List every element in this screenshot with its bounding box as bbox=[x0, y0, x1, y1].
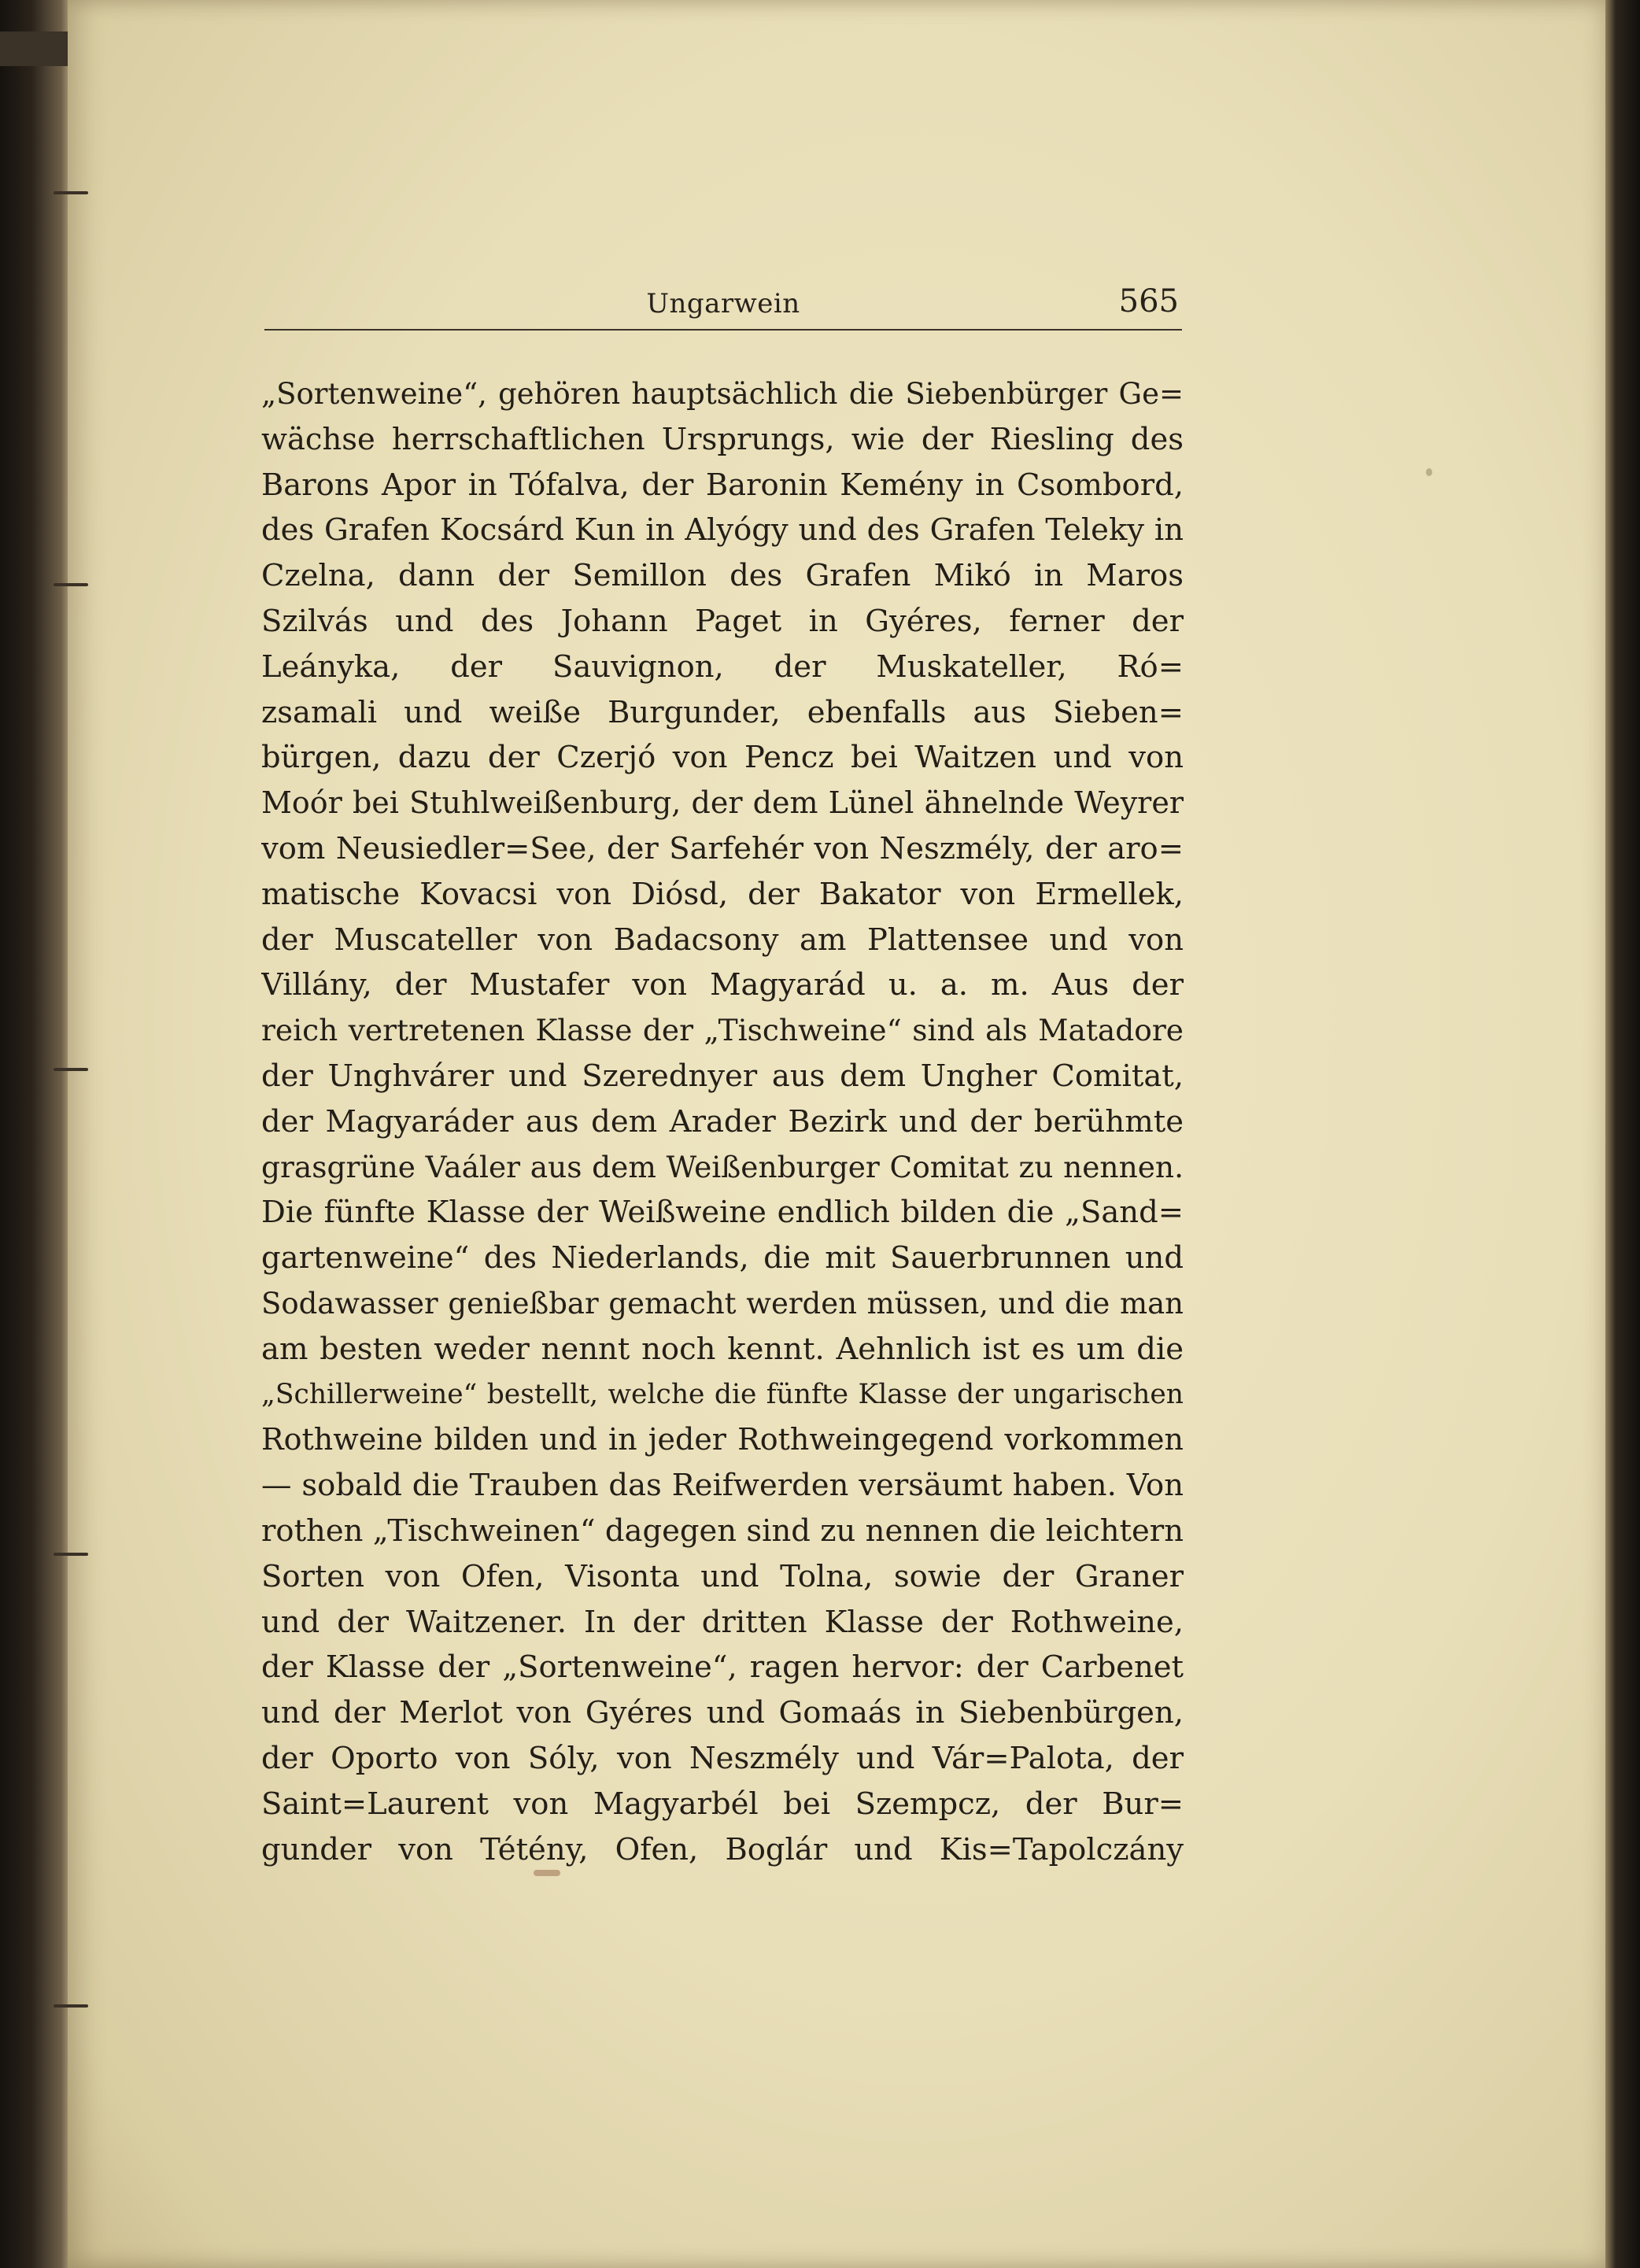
binding-stitch-icon bbox=[49, 1544, 93, 1564]
text-line: Czelna, dann der Semillon des Grafen Mikó in Maros bbox=[261, 558, 1184, 594]
binding-stitch-icon bbox=[49, 1059, 93, 1080]
text-line: des Grafen Kocsárd Kun in Alyógy und des Grafen Teleky in bbox=[261, 512, 1184, 549]
text-line: der Magyaráder aus dem Arader Bezirk und der berühmte bbox=[261, 1103, 1184, 1140]
binding-stitch-icon bbox=[49, 1996, 93, 2016]
page-number: 565 bbox=[1118, 283, 1179, 320]
text-line: der Unghvárer und Szerednyer aus dem Ungher Comitat, bbox=[261, 1058, 1184, 1094]
body-text bbox=[261, 371, 1184, 1872]
binding-stitch-icon bbox=[49, 574, 93, 595]
text-line: Saint=Laurent von Magyarbél bei Szempcz, der Bur= bbox=[261, 1786, 1184, 1822]
text-line: rothen „Tischweinen“ dagegen sind zu nennen die leichtern bbox=[261, 1513, 1184, 1549]
text-line: Sorten von Ofen, Visonta und Tolna, sowie der Graner bbox=[261, 1558, 1184, 1594]
text-line: Szilvás und des Johann Paget in Gyéres, ferner der bbox=[261, 603, 1184, 639]
text-line: Villány, der Mustafer von Magyarád u. a. m. Aus der bbox=[261, 967, 1184, 1003]
text-line: matische Kovacsi von Diósd, der Bakator von Ermellek, bbox=[261, 876, 1184, 912]
text-line: und der Waitzener. In der dritten Klasse der Rothweine, bbox=[261, 1604, 1184, 1640]
text-line: vom Neusiedler=See, der Sarfehér von Neszmély, der aro= bbox=[261, 830, 1184, 866]
text-line: der Klasse der „Sortenweine“, ragen hervor: der Carbenet bbox=[261, 1649, 1184, 1686]
text-line: — sobald die Trauben das Reifwerden versäumt haben. Von bbox=[261, 1468, 1184, 1504]
text-line: Sodawasser genießbar gemacht werden müssen, und die man bbox=[261, 1286, 1184, 1321]
binding-strip bbox=[0, 31, 75, 66]
text-line: und der Merlot von Gyéres und Gomaás in Siebenbürgen, bbox=[261, 1695, 1184, 1731]
text-line: gartenweine“ des Niederlands, die mit Sauerbrunnen und bbox=[261, 1240, 1184, 1276]
running-title: Ungarwein bbox=[646, 288, 800, 320]
binding-stitch-icon bbox=[49, 183, 93, 203]
text-line: wächse herrschaftlichen Ursprungs, wie der Riesling des bbox=[261, 421, 1184, 457]
book-binding-edge bbox=[0, 0, 72, 2268]
text-line: Leányka, der Sauvignon, der Muskateller, Ró= bbox=[261, 648, 1184, 685]
text-line: der Muscateller von Badacsony am Plattensee und von bbox=[261, 922, 1184, 958]
text-line: gunder von Tétény, Ofen, Boglár und Kis=Tapolczány bbox=[261, 1831, 1184, 1867]
text-line: Moór bei Stuhlweißenburg, der dem Lünel ähnelnde Weyrer bbox=[261, 785, 1184, 821]
text-line: „Sortenweine“, gehören hauptsächlich die Siebenbürger Ge= bbox=[261, 377, 1184, 411]
text-line: Barons Apor in Tófalva, der Baronin Kemény in Csombord, bbox=[261, 467, 1184, 503]
text-line: „Schillerweine“ bestellt, welche die fünfte Klasse der ungarischen bbox=[261, 1378, 1184, 1410]
page-header bbox=[264, 282, 1182, 331]
page-edge-shadow bbox=[1605, 0, 1640, 2268]
paper-spot bbox=[1426, 468, 1432, 476]
text-line: am besten weder nennt noch kennt. Aehnlich ist es um die bbox=[261, 1331, 1184, 1367]
text-line: bürgen, dazu der Czerjó von Pencz bei Waitzen und von bbox=[261, 740, 1184, 776]
text-line: Rothweine bilden und in jeder Rothweingegend vorkommen bbox=[261, 1422, 1184, 1457]
text-line: Die fünfte Klasse der Weißweine endlich bilden die „Sand= bbox=[261, 1195, 1184, 1231]
text-line: reich vertretenen Klasse der „Tischweine“ sind als Matadore bbox=[261, 1013, 1184, 1048]
text-line: grasgrüne Vaáler aus dem Weißenburger Comitat zu nennen. bbox=[261, 1149, 1184, 1184]
text-line: der Oporto von Sóly, von Neszmély und Vár=Palota, der bbox=[261, 1740, 1184, 1776]
text-line: zsamali und weiße Burgunder, ebenfalls aus Sieben= bbox=[261, 694, 1184, 730]
